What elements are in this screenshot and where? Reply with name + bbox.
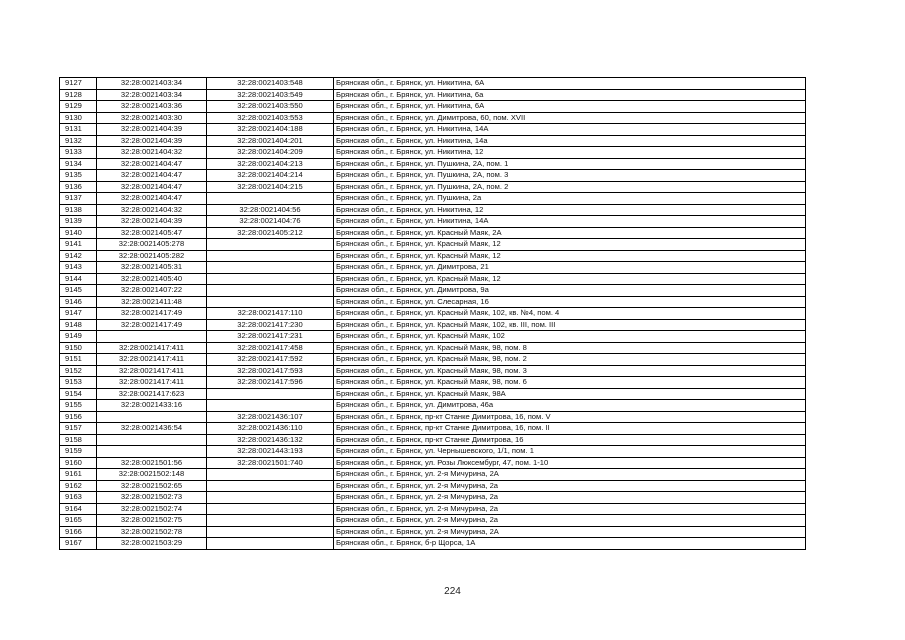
row-number-cell: 9156 xyxy=(60,411,97,423)
object-cadastral-number-cell xyxy=(207,480,334,492)
address-cell: Брянская обл., г. Брянск, ул. Пушкина, 2А, пом. 3 xyxy=(334,170,806,182)
row-number-cell: 9165 xyxy=(60,515,97,527)
address-cell: Брянская обл., г. Брянск, ул. 2-я Мичурина, 2А xyxy=(334,526,806,538)
row-number-cell: 9127 xyxy=(60,78,97,90)
table-row xyxy=(60,492,806,504)
address-cell: Брянская обл., г. Брянск, ул. Слесарная, 16 xyxy=(334,296,806,308)
address-cell: Брянская обл., г. Брянск, ул. Красный Маяк, 98А xyxy=(334,388,806,400)
object-cadastral-number-cell: 32:28:0021404:209 xyxy=(207,147,334,159)
object-cadastral-number-cell: 32:28:0021404:214 xyxy=(207,170,334,182)
row-number-cell: 9164 xyxy=(60,503,97,515)
table-row xyxy=(60,181,806,193)
table-row xyxy=(60,400,806,412)
table-row xyxy=(60,296,806,308)
address-cell: Брянская обл., г. Брянск, ул. Красный Маяк, 12 xyxy=(334,239,806,251)
table-row xyxy=(60,170,806,182)
object-cadastral-number-cell: 32:28:0021403:553 xyxy=(207,112,334,124)
table-row xyxy=(60,101,806,113)
object-cadastral-number-cell: 32:28:0021417:231 xyxy=(207,331,334,343)
parcel-cadastral-number-cell: 32:28:0021404:32 xyxy=(97,147,207,159)
parcel-cadastral-number-cell: 32:28:0021405:31 xyxy=(97,262,207,274)
address-cell: Брянская обл., г. Брянск, пр-кт Станке Димитрова, 16 xyxy=(334,434,806,446)
row-number-cell: 9163 xyxy=(60,492,97,504)
table-row xyxy=(60,227,806,239)
table-row xyxy=(60,147,806,159)
row-number-cell: 9167 xyxy=(60,538,97,550)
address-cell: Брянская обл., г. Брянск, ул. 2-я Мичурина, 2а xyxy=(334,503,806,515)
address-cell: Брянская обл., г. Брянск, ул. Никитина, 14а xyxy=(334,135,806,147)
parcel-cadastral-number-cell: 32:28:0021502:148 xyxy=(97,469,207,481)
parcel-cadastral-number-cell: 32:28:0021405:282 xyxy=(97,250,207,262)
address-cell: Брянская обл., г. Брянск, пр-кт Станке Димитрова, 16, пом. II xyxy=(334,423,806,435)
row-number-cell: 9130 xyxy=(60,112,97,124)
object-cadastral-number-cell: 32:28:0021417:110 xyxy=(207,308,334,320)
parcel-cadastral-number-cell: 32:28:0021417:623 xyxy=(97,388,207,400)
parcel-cadastral-number-cell: 32:28:0021433:16 xyxy=(97,400,207,412)
address-cell: Брянская обл., г. Брянск, ул. Красный Маяк, 12 xyxy=(334,250,806,262)
table-row xyxy=(60,204,806,216)
table-row xyxy=(60,503,806,515)
parcel-cadastral-number-cell: 32:28:0021501:56 xyxy=(97,457,207,469)
table-row xyxy=(60,388,806,400)
row-number-cell: 9162 xyxy=(60,480,97,492)
address-cell: Брянская обл., г. Брянск, ул. Димитрова, 46а xyxy=(334,400,806,412)
parcel-cadastral-number-cell: 32:28:0021502:74 xyxy=(97,503,207,515)
row-number-cell: 9137 xyxy=(60,193,97,205)
address-cell: Брянская обл., г. Брянск, ул. Чернышевского, 1/1, пом. 1 xyxy=(334,446,806,458)
table-row xyxy=(60,89,806,101)
address-cell: Брянская обл., г. Брянск, ул. Димитрова, 60, пом. XVII xyxy=(334,112,806,124)
address-cell: Брянская обл., г. Брянск, пр-кт Станке Димитрова, 16, пом. V xyxy=(334,411,806,423)
cadastral-register-table xyxy=(59,77,806,550)
address-cell: Брянская обл., г. Брянск, ул. Пушкина, 2А, пом. 2 xyxy=(334,181,806,193)
row-number-cell: 9143 xyxy=(60,262,97,274)
row-number-cell: 9144 xyxy=(60,273,97,285)
table-body xyxy=(60,78,806,550)
parcel-cadastral-number-cell: 32:28:0021407:22 xyxy=(97,285,207,297)
object-cadastral-number-cell xyxy=(207,273,334,285)
row-number-cell: 9129 xyxy=(60,101,97,113)
table-row xyxy=(60,78,806,90)
address-cell: Брянская обл., г. Брянск, ул. Пушкина, 2а xyxy=(334,193,806,205)
row-number-cell: 9158 xyxy=(60,434,97,446)
address-cell: Брянская обл., г. Брянск, б-р Щорса, 1А xyxy=(334,538,806,550)
parcel-cadastral-number-cell: 32:28:0021403:36 xyxy=(97,101,207,113)
object-cadastral-number-cell: 32:28:0021417:230 xyxy=(207,319,334,331)
table-row xyxy=(60,480,806,492)
table-row xyxy=(60,411,806,423)
address-cell: Брянская обл., г. Брянск, ул. 2-я Мичурина, 2а xyxy=(334,492,806,504)
parcel-cadastral-number-cell: 32:28:0021502:78 xyxy=(97,526,207,538)
row-number-cell: 9133 xyxy=(60,147,97,159)
object-cadastral-number-cell: 32:28:0021417:458 xyxy=(207,342,334,354)
table-row xyxy=(60,124,806,136)
parcel-cadastral-number-cell: 32:28:0021417:411 xyxy=(97,377,207,389)
address-cell: Брянская обл., г. Брянск, ул. Красный Маяк, 102 xyxy=(334,331,806,343)
row-number-cell: 9153 xyxy=(60,377,97,389)
row-number-cell: 9160 xyxy=(60,457,97,469)
parcel-cadastral-number-cell: 32:28:0021436:54 xyxy=(97,423,207,435)
object-cadastral-number-cell: 32:28:0021501:740 xyxy=(207,457,334,469)
object-cadastral-number-cell xyxy=(207,262,334,274)
address-cell: Брянская обл., г. Брянск, ул. Красный Маяк, 98, пом. 3 xyxy=(334,365,806,377)
address-cell: Брянская обл., г. Брянск, ул. Красный Маяк, 12 xyxy=(334,273,806,285)
object-cadastral-number-cell xyxy=(207,503,334,515)
row-number-cell: 9155 xyxy=(60,400,97,412)
row-number-cell: 9140 xyxy=(60,227,97,239)
table-row xyxy=(60,319,806,331)
table-row xyxy=(60,446,806,458)
row-number-cell: 9142 xyxy=(60,250,97,262)
parcel-cadastral-number-cell: 32:28:0021404:47 xyxy=(97,170,207,182)
address-cell: Брянская обл., г. Брянск, ул. 2-я Мичурина, 2А xyxy=(334,469,806,481)
table-row xyxy=(60,457,806,469)
address-cell: Брянская обл., г. Брянск, ул. Никитина, 12 xyxy=(334,147,806,159)
object-cadastral-number-cell: 32:28:0021443:193 xyxy=(207,446,334,458)
row-number-cell: 9132 xyxy=(60,135,97,147)
object-cadastral-number-cell: 32:28:0021403:548 xyxy=(207,78,334,90)
row-number-cell: 9152 xyxy=(60,365,97,377)
row-number-cell: 9150 xyxy=(60,342,97,354)
parcel-cadastral-number-cell: 32:28:0021405:278 xyxy=(97,239,207,251)
parcel-cadastral-number-cell: 32:28:0021403:34 xyxy=(97,89,207,101)
object-cadastral-number-cell xyxy=(207,400,334,412)
table-row xyxy=(60,434,806,446)
address-cell: Брянская обл., г. Брянск, ул. Никитина, 6А xyxy=(334,78,806,90)
parcel-cadastral-number-cell xyxy=(97,411,207,423)
parcel-cadastral-number-cell: 32:28:0021417:49 xyxy=(97,308,207,320)
row-number-cell: 9131 xyxy=(60,124,97,136)
address-cell: Брянская обл., г. Брянск, ул. Красный Маяк, 98, пом. 2 xyxy=(334,354,806,366)
row-number-cell: 9166 xyxy=(60,526,97,538)
object-cadastral-number-cell: 32:28:0021436:132 xyxy=(207,434,334,446)
row-number-cell: 9141 xyxy=(60,239,97,251)
table-row xyxy=(60,365,806,377)
row-number-cell: 9139 xyxy=(60,216,97,228)
object-cadastral-number-cell xyxy=(207,515,334,527)
table-row xyxy=(60,423,806,435)
address-cell: Брянская обл., г. Брянск, ул. Никитина, 6А xyxy=(334,101,806,113)
parcel-cadastral-number-cell: 32:28:0021404:47 xyxy=(97,181,207,193)
address-cell: Брянская обл., г. Брянск, ул. Никитина, 14А xyxy=(334,124,806,136)
object-cadastral-number-cell xyxy=(207,526,334,538)
address-cell: Брянская обл., г. Брянск, ул. Димитрова, 21 xyxy=(334,262,806,274)
row-number-cell: 9149 xyxy=(60,331,97,343)
object-cadastral-number-cell: 32:28:0021403:550 xyxy=(207,101,334,113)
parcel-cadastral-number-cell: 32:28:0021403:30 xyxy=(97,112,207,124)
parcel-cadastral-number-cell: 32:28:0021417:49 xyxy=(97,319,207,331)
parcel-cadastral-number-cell: 32:28:0021417:411 xyxy=(97,354,207,366)
object-cadastral-number-cell xyxy=(207,285,334,297)
object-cadastral-number-cell xyxy=(207,193,334,205)
row-number-cell: 9128 xyxy=(60,89,97,101)
object-cadastral-number-cell: 32:28:0021404:76 xyxy=(207,216,334,228)
object-cadastral-number-cell: 32:28:0021404:188 xyxy=(207,124,334,136)
table-row xyxy=(60,216,806,228)
parcel-cadastral-number-cell: 32:28:0021404:47 xyxy=(97,193,207,205)
address-cell: Брянская обл., г. Брянск, ул. Никитина, 6а xyxy=(334,89,806,101)
object-cadastral-number-cell: 32:28:0021417:596 xyxy=(207,377,334,389)
object-cadastral-number-cell: 32:28:0021417:592 xyxy=(207,354,334,366)
page-number: 224 xyxy=(444,586,461,597)
table-row xyxy=(60,158,806,170)
parcel-cadastral-number-cell xyxy=(97,434,207,446)
table-row xyxy=(60,250,806,262)
address-cell: Брянская обл., г. Брянск, ул. 2-я Мичурина, 2а xyxy=(334,480,806,492)
object-cadastral-number-cell xyxy=(207,469,334,481)
address-cell: Брянская обл., г. Брянск, ул. Никитина, 14А xyxy=(334,216,806,228)
parcel-cadastral-number-cell: 32:28:0021405:40 xyxy=(97,273,207,285)
object-cadastral-number-cell: 32:28:0021403:549 xyxy=(207,89,334,101)
address-cell: Брянская обл., г. Брянск, ул. Красный Маяк, 102, кв. III, пом. III xyxy=(334,319,806,331)
address-cell: Брянская обл., г. Брянск, ул. 2-я Мичурина, 2а xyxy=(334,515,806,527)
row-number-cell: 9134 xyxy=(60,158,97,170)
table-row xyxy=(60,526,806,538)
parcel-cadastral-number-cell: 32:28:0021411:48 xyxy=(97,296,207,308)
parcel-cadastral-number-cell: 32:28:0021405:47 xyxy=(97,227,207,239)
table-row xyxy=(60,285,806,297)
parcel-cadastral-number-cell: 32:28:0021404:39 xyxy=(97,124,207,136)
table-row xyxy=(60,469,806,481)
parcel-cadastral-number-cell xyxy=(97,446,207,458)
parcel-cadastral-number-cell xyxy=(97,331,207,343)
row-number-cell: 9161 xyxy=(60,469,97,481)
parcel-cadastral-number-cell: 32:28:0021417:411 xyxy=(97,342,207,354)
row-number-cell: 9135 xyxy=(60,170,97,182)
table-row xyxy=(60,538,806,550)
row-number-cell: 9154 xyxy=(60,388,97,400)
object-cadastral-number-cell xyxy=(207,239,334,251)
address-cell: Брянская обл., г. Брянск, ул. Розы Люксембург, 47, пом. 1-10 xyxy=(334,457,806,469)
table-row xyxy=(60,135,806,147)
parcel-cadastral-number-cell: 32:28:0021404:39 xyxy=(97,216,207,228)
parcel-cadastral-number-cell: 32:28:0021502:75 xyxy=(97,515,207,527)
parcel-cadastral-number-cell: 32:28:0021403:34 xyxy=(97,78,207,90)
table-row xyxy=(60,273,806,285)
parcel-cadastral-number-cell: 32:28:0021503:29 xyxy=(97,538,207,550)
object-cadastral-number-cell xyxy=(207,492,334,504)
address-cell: Брянская обл., г. Брянск, ул. Пушкина, 2А, пом. 1 xyxy=(334,158,806,170)
parcel-cadastral-number-cell: 32:28:0021502:65 xyxy=(97,480,207,492)
parcel-cadastral-number-cell: 32:28:0021404:32 xyxy=(97,204,207,216)
table-row xyxy=(60,239,806,251)
object-cadastral-number-cell: 32:28:0021436:110 xyxy=(207,423,334,435)
row-number-cell: 9148 xyxy=(60,319,97,331)
table-row xyxy=(60,193,806,205)
row-number-cell: 9157 xyxy=(60,423,97,435)
object-cadastral-number-cell: 32:28:0021436:107 xyxy=(207,411,334,423)
address-cell: Брянская обл., г. Брянск, ул. Никитина, 12 xyxy=(334,204,806,216)
address-cell: Брянская обл., г. Брянск, ул. Красный Маяк, 102, кв. №4, пом. 4 xyxy=(334,308,806,320)
parcel-cadastral-number-cell: 32:28:0021502:73 xyxy=(97,492,207,504)
table-row xyxy=(60,377,806,389)
row-number-cell: 9159 xyxy=(60,446,97,458)
parcel-cadastral-number-cell: 32:28:0021417:411 xyxy=(97,365,207,377)
table-row xyxy=(60,515,806,527)
object-cadastral-number-cell: 32:28:0021404:215 xyxy=(207,181,334,193)
object-cadastral-number-cell xyxy=(207,538,334,550)
row-number-cell: 9136 xyxy=(60,181,97,193)
table-row xyxy=(60,342,806,354)
object-cadastral-number-cell: 32:28:0021404:201 xyxy=(207,135,334,147)
parcel-cadastral-number-cell: 32:28:0021404:39 xyxy=(97,135,207,147)
table-row xyxy=(60,308,806,320)
row-number-cell: 9145 xyxy=(60,285,97,297)
address-cell: Брянская обл., г. Брянск, ул. Димитрова, 9а xyxy=(334,285,806,297)
object-cadastral-number-cell xyxy=(207,388,334,400)
row-number-cell: 9138 xyxy=(60,204,97,216)
object-cadastral-number-cell: 32:28:0021405:212 xyxy=(207,227,334,239)
table-row xyxy=(60,354,806,366)
row-number-cell: 9147 xyxy=(60,308,97,320)
table-row xyxy=(60,331,806,343)
address-cell: Брянская обл., г. Брянск, ул. Красный Маяк, 98, пом. 6 xyxy=(334,377,806,389)
object-cadastral-number-cell: 32:28:0021404:213 xyxy=(207,158,334,170)
object-cadastral-number-cell xyxy=(207,250,334,262)
row-number-cell: 9151 xyxy=(60,354,97,366)
object-cadastral-number-cell: 32:28:0021404:56 xyxy=(207,204,334,216)
object-cadastral-number-cell: 32:28:0021417:593 xyxy=(207,365,334,377)
address-cell: Брянская обл., г. Брянск, ул. Красный Маяк, 2А xyxy=(334,227,806,239)
row-number-cell: 9146 xyxy=(60,296,97,308)
address-cell: Брянская обл., г. Брянск, ул. Красный Маяк, 98, пом. 8 xyxy=(334,342,806,354)
table-row xyxy=(60,112,806,124)
table-row xyxy=(60,262,806,274)
object-cadastral-number-cell xyxy=(207,296,334,308)
parcel-cadastral-number-cell: 32:28:0021404:47 xyxy=(97,158,207,170)
